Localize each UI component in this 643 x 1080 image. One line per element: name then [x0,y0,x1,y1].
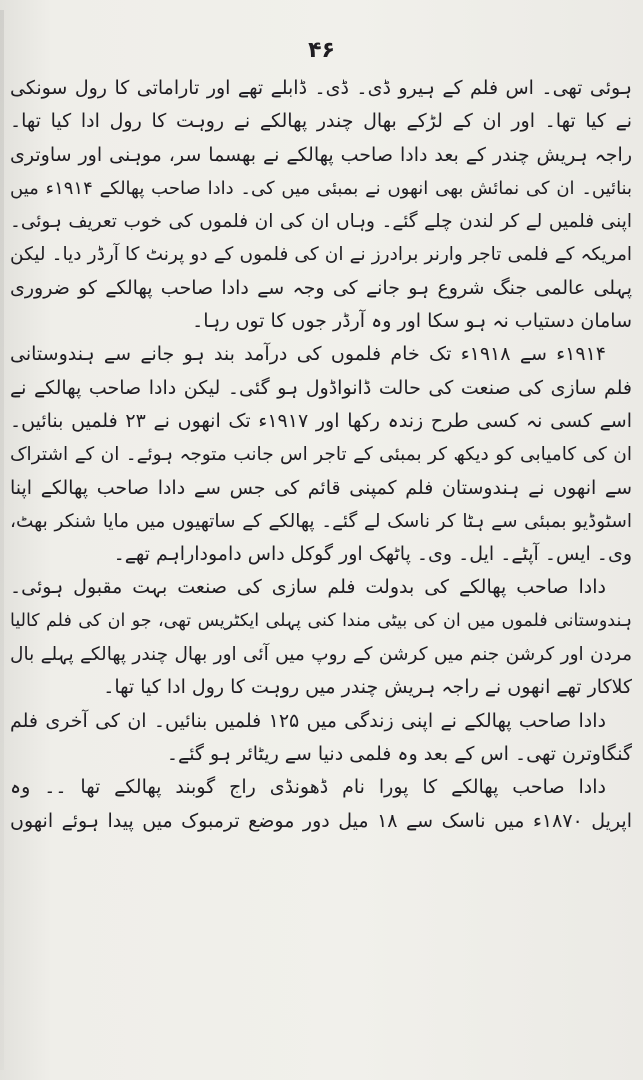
text-line: اسٹوڈیو بمبئی سے ہٹا کر ناسک لے گئے۔ پھالکے کے ساتھیوں میں مایا شنکر بھٹ، [10,510,632,532]
text-line: گنگاوترن تھی۔ اس کے بعد وہ فلمی دنیا سے ریٹائر ہو گئے۔ [166,742,632,765]
text-line: سے انھوں نے ہندوستان فلم کمپنی قائم کی جس سے دادا صاحب پھالکے اپنا [10,476,632,499]
page-shadow [0,10,4,1070]
text-line: نے کیا تھا۔ اور ان کے لڑکے بھال چندر پھالکے نے روہت کا رول ادا کیا تھا۔ [10,110,632,133]
body-text [10,72,632,1002]
text-line: اپریل ۱۸۷۰ء میں ناسک سے ۱۸ میل دور موضع ترمبوک میں پیدا ہوئے انھوں [10,809,632,832]
text-line: ہوئی تھی۔ اس فلم کے ہیرو ڈی۔ ڈی۔ ڈابلے تھے اور تاراماتی کا رول سونکی [10,77,632,99]
text-line: راجہ ہریش چندر کے بعد دادا صاحب پھالکے نے بھسما سر، موہنی اور ساوتری [10,143,632,166]
text-line: اپنی فلمیں لے کر لندن چلے گئے۔ وہاں ان کی ان فلموں کی خوب تعریف ہوئی۔ [10,211,632,233]
text-line: بنائیں۔ ان کی نمائش بھی انھوں نے بمبئی میں کی۔ دادا صاحب پھالکے ۱۹۱۴ء میں [10,177,632,199]
text-line: ۱۹۱۴ء سے ۱۹۱۸ء تک خام فلموں کی درآمد بند ہو جانے سے ہندوستانی [10,343,606,366]
text-line: دادا صاحب پھالکے کا پورا نام ڈھونڈی راج گوبند پھالکے تھا ۔۔ وہ [10,776,606,799]
text-line: کلاکار تھے انھوں نے راجہ ہریش چندر میں روہت کا رول ادا کیا تھا۔ [103,676,632,699]
text-line: امریکہ کے فلمی تاجر وارنر برادرز نے ان کی فلموں کے دو پرنٹ کا آرڈر دیا۔ لیکن [10,244,632,266]
text-line: مردن اور کرشن جنم میں کرشن کے روپ میں آئی اور بھال چندر پھالکے پہلے بال [10,644,632,666]
text-line: ہندوستانی فلموں میں ان کی بیٹی مندا کنی پہلی ایکٹریس تھی، جو ان کی فلم کالیا [10,610,632,631]
text-line: اسے کسی نہ کسی طرح زندہ رکھا اور ۱۹۱۷ء تک انھوں نے ۲۳ فلمیں بنائیں۔ [10,409,632,432]
text-line: ان کی کامیابی کو دیکھ کر بمبئی کے تاجر اس جانب متوجہ ہوئے۔ ان کے اشتراک [10,444,632,466]
text-line: سامان دستیاب نہ ہو سکا اور وہ آرڈر جوں کا توں رہا۔ [192,310,632,333]
text-line: دادا صاحب پھالکے کی بدولت فلم سازی کی صنعت بہت مقبول ہوئی۔ [10,576,606,599]
page-number: ۴۶ [308,38,335,63]
text-line: پہلی عالمی جنگ شروع ہو جانے کی وجہ سے دادا صاحب پھالکے کو ضروری [10,276,632,299]
text-line: وی۔ ایس۔ آپٹے۔ ایل۔ وی۔ پاٹھک اور گوکل داس داموداراہم تھے۔ [113,543,632,566]
text-line: دادا صاحب پھالکے نے اپنی زندگی میں ۱۲۵ فلمیں بنائیں۔ ان کی آخری فلم [10,709,606,732]
text-line: فلم سازی کی صنعت کی حالت ڈانواڈول ہو گئی۔ لیکن دادا صاحب پھالکے نے [10,376,632,399]
